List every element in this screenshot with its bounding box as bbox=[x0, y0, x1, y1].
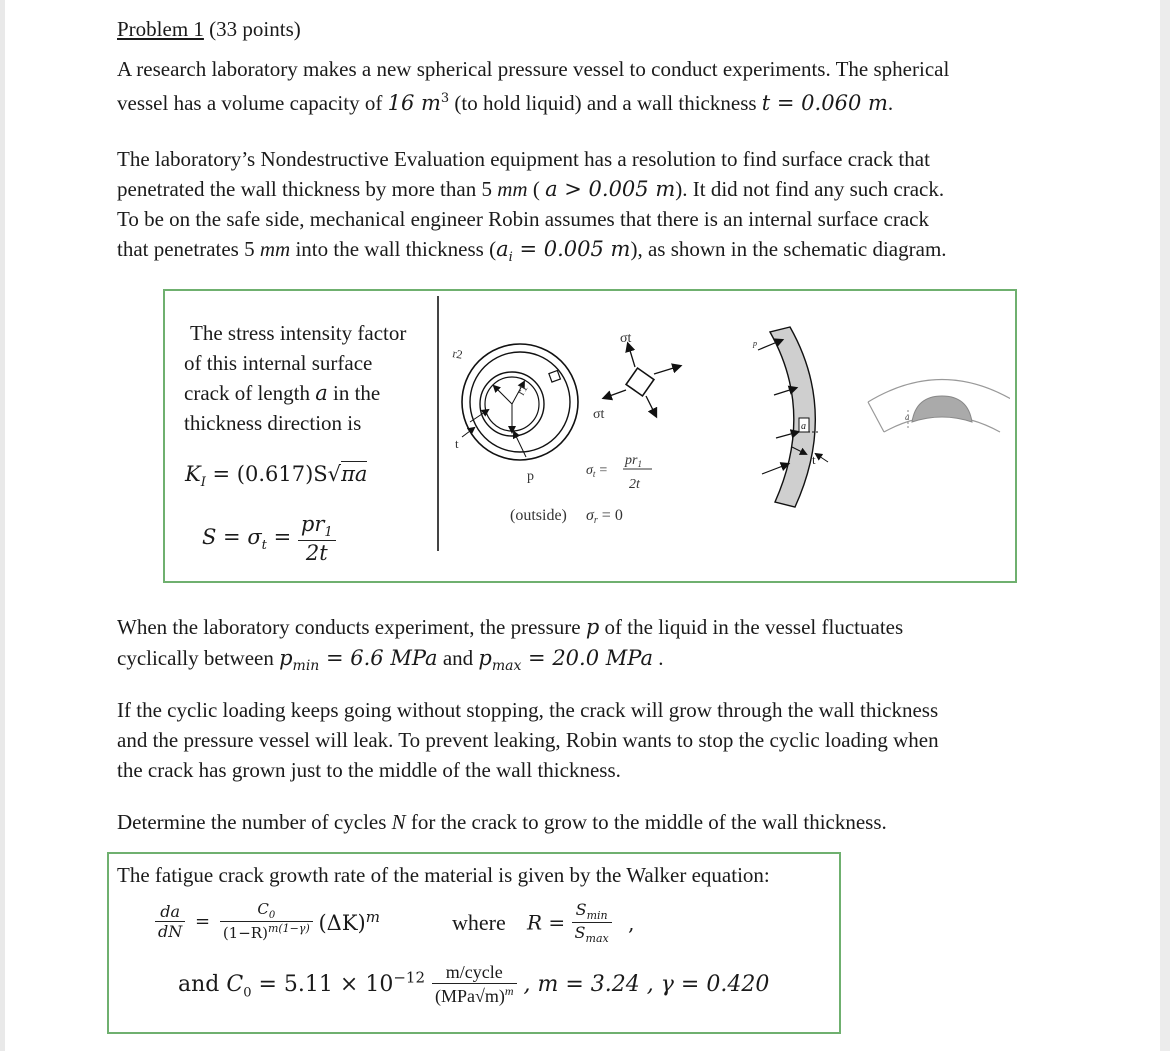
initial-crack-sub: i bbox=[508, 250, 513, 266]
where-clause bbox=[452, 910, 506, 936]
para4-line3: the crack has grown just to the middle of the wall thickness. bbox=[117, 758, 621, 782]
para3-end: . bbox=[652, 646, 664, 670]
unit-exponent: m bbox=[504, 984, 514, 998]
para2-text-a: penetrated the wall thickness by more than 5 bbox=[117, 177, 498, 201]
sif-description-2 bbox=[184, 348, 380, 438]
volume-value: 16 m bbox=[387, 91, 441, 115]
initial-crack-value: = 0.005 m bbox=[512, 237, 631, 261]
problem-title: Problem 1 bbox=[117, 17, 204, 41]
para2-line4-unit: mm bbox=[259, 237, 291, 261]
unit-denominator: (MPa√m) bbox=[434, 986, 505, 1006]
sif-line-3a: crack of length bbox=[184, 381, 316, 405]
para2-line1: The laboratory’s Nondestructive Evaluation equipment has a resolution to find surface crack that bbox=[117, 147, 930, 171]
outside-label: (outside) bbox=[510, 507, 567, 524]
s-numerator bbox=[298, 512, 336, 541]
crack-shape bbox=[868, 380, 1010, 433]
stress-element bbox=[604, 344, 680, 416]
p-label: p bbox=[527, 469, 534, 484]
crack-a-label: a bbox=[905, 412, 910, 422]
m-gamma-values: , m = 3.24 , γ = 0.420 bbox=[523, 972, 770, 997]
para5-text-b: for the crack to grow to the middle of the wall thickness. bbox=[405, 810, 887, 834]
para2-line4 bbox=[117, 234, 947, 273]
para3-text-a: When the laboratory conducts experiment, the pressure bbox=[117, 615, 586, 639]
schematic-divider bbox=[437, 296, 439, 551]
delta-k-exp: m bbox=[365, 907, 380, 926]
s-denominator: 2t bbox=[305, 541, 328, 566]
sif-line-3b: in the bbox=[332, 381, 381, 405]
and-word: and bbox=[178, 972, 220, 997]
para4-line1: If the cyclic loading keeps going without stopping, the crack will grow through the wall thickness bbox=[117, 698, 939, 722]
sif-line-1: The stress intensity factor bbox=[190, 321, 407, 345]
r-definition bbox=[527, 900, 634, 945]
ki-rhs: = (0.617)S√ bbox=[205, 462, 342, 486]
problem-heading bbox=[117, 14, 301, 44]
walker-eq-sign: = bbox=[194, 910, 211, 932]
da-numerator: da bbox=[155, 902, 185, 922]
para3-and: and bbox=[437, 646, 479, 670]
sigma-t-bottom: σt bbox=[593, 407, 605, 422]
r2-label: r2 bbox=[451, 346, 464, 362]
unit-numerator: m/cycle bbox=[432, 962, 517, 984]
thickness-value: t = 0.060 m bbox=[761, 91, 888, 115]
para1-text-a: vessel has a volume capacity of bbox=[117, 91, 388, 115]
para2-line4-a: that penetrates 5 bbox=[117, 237, 260, 261]
para1-text-b: (to hold liquid) and a wall thickness bbox=[449, 91, 762, 115]
r-comma: , bbox=[628, 910, 635, 935]
s-num-text: pr bbox=[300, 512, 325, 536]
volume-exponent: 3 bbox=[440, 91, 450, 106]
c0-num: C bbox=[257, 900, 269, 918]
wall-t-label: t bbox=[812, 452, 816, 467]
smin-sub: min bbox=[586, 909, 608, 923]
sif-description bbox=[190, 318, 406, 348]
c0-symbol-sub: 0 bbox=[243, 985, 252, 1001]
pressure-var: p bbox=[585, 615, 600, 639]
s-formula bbox=[202, 512, 336, 565]
para1-line2 bbox=[117, 84, 893, 118]
wall-a-label: a bbox=[801, 421, 806, 432]
para5-text-a: Determine the number of cycles bbox=[117, 810, 392, 834]
ki-formula bbox=[185, 462, 367, 490]
pmin-sub: min bbox=[292, 658, 320, 675]
sif-line-4: thickness direction is bbox=[184, 411, 362, 435]
pmax-sub: max bbox=[491, 658, 522, 675]
vessel-diagram bbox=[440, 292, 1010, 576]
crack-condition: a > 0.005 m bbox=[545, 177, 676, 201]
ki-symbol: K bbox=[185, 462, 201, 486]
para2-line3: To be on the safe side, mechanical engineer Robin assumes that there is an internal surface crack bbox=[117, 207, 929, 231]
c0-value: = 5.11 × 10 bbox=[251, 971, 394, 997]
para4-line2: and the pressure vessel will leak. To prevent leaking, Robin wants to stop the cyclic loading when bbox=[117, 728, 939, 752]
page-edge-right bbox=[1160, 0, 1170, 1051]
where-word: where bbox=[452, 910, 506, 935]
s-sub: t bbox=[261, 537, 267, 553]
c0-symbol: C bbox=[226, 971, 244, 997]
problem-points: (33 points) bbox=[209, 17, 301, 41]
c0-exponent: −12 bbox=[393, 968, 425, 987]
s-fraction bbox=[298, 512, 336, 565]
para5-line bbox=[117, 807, 887, 837]
para2-line4-b: into the wall thickness ( bbox=[290, 237, 497, 261]
sif-var-a: a bbox=[315, 381, 328, 405]
sigma-t-eq-lhs: $\sigma_t$ = bbox=[586, 463, 608, 479]
ki-pia: πa bbox=[341, 462, 368, 486]
para3-line1 bbox=[117, 612, 903, 642]
c0-fraction bbox=[220, 900, 313, 942]
sigma-t-den: 2t bbox=[629, 477, 640, 492]
c0-den-exp: m(1−γ) bbox=[267, 922, 310, 935]
pmax-var: p bbox=[478, 646, 492, 670]
sphere-cross-section bbox=[462, 344, 578, 460]
pmin-value: = 6.6 MPa bbox=[319, 646, 438, 670]
sif-line-3 bbox=[184, 378, 380, 408]
dn-denominator: dN bbox=[158, 921, 183, 941]
s-lhs: S = σ bbox=[202, 524, 262, 549]
sigma-r-eq: σr = 0 bbox=[586, 507, 623, 526]
unit-fraction bbox=[432, 962, 517, 1007]
s-eq: = bbox=[266, 524, 292, 549]
ki-sub: I bbox=[200, 475, 206, 491]
para1-line1: A research laboratory makes a new spherical pressure vessel to conduct experiments. The spherical bbox=[117, 57, 950, 81]
t-label-sphere: t bbox=[455, 436, 459, 451]
wall-p-label: p bbox=[753, 339, 757, 348]
r-fraction bbox=[572, 900, 612, 945]
wall-section bbox=[758, 327, 828, 507]
para3-text-b: of the liquid in the vessel fluctuates bbox=[599, 615, 904, 639]
delta-k: (ΔK) bbox=[318, 910, 366, 935]
r1-label: r1 bbox=[513, 381, 531, 398]
pmax-value: = 20.0 MPa bbox=[521, 646, 653, 670]
da-dn-fraction bbox=[155, 902, 185, 941]
sigma-t-top: σt bbox=[620, 331, 632, 346]
para2-text-b: ( bbox=[527, 177, 546, 201]
smin-var: S bbox=[575, 900, 587, 919]
para2-unit: mm bbox=[497, 177, 528, 201]
para1-end: . bbox=[887, 91, 894, 115]
page-edge-left bbox=[0, 0, 5, 1051]
para2-line2 bbox=[117, 174, 944, 204]
constants-line bbox=[178, 962, 769, 1007]
c0-num-sub: 0 bbox=[268, 910, 276, 921]
para3-line2 bbox=[117, 643, 663, 681]
cycles-var: N bbox=[391, 810, 406, 834]
para3-line2-a: cyclically between bbox=[117, 646, 280, 670]
initial-crack-var: a bbox=[496, 237, 509, 261]
walker-equation bbox=[155, 900, 380, 942]
sif-line-2: of this internal surface bbox=[184, 351, 373, 375]
walker-heading: The fatigue crack growth rate of the material is given by the Walker equation: bbox=[117, 863, 770, 887]
para2-text-c: ). It did not find any such crack. bbox=[675, 177, 945, 201]
smax-var: S bbox=[574, 923, 586, 943]
sigma-t-num: $pr_1$ bbox=[625, 453, 642, 469]
smax-sub: max bbox=[585, 932, 609, 946]
pmin-var: p bbox=[279, 646, 293, 670]
c0-den: (1−R) bbox=[222, 924, 268, 942]
r-lhs: R = bbox=[527, 910, 566, 935]
s-num-sub: 1 bbox=[324, 525, 333, 541]
para2-line4-c: ), as shown in the schematic diagram. bbox=[630, 237, 947, 261]
